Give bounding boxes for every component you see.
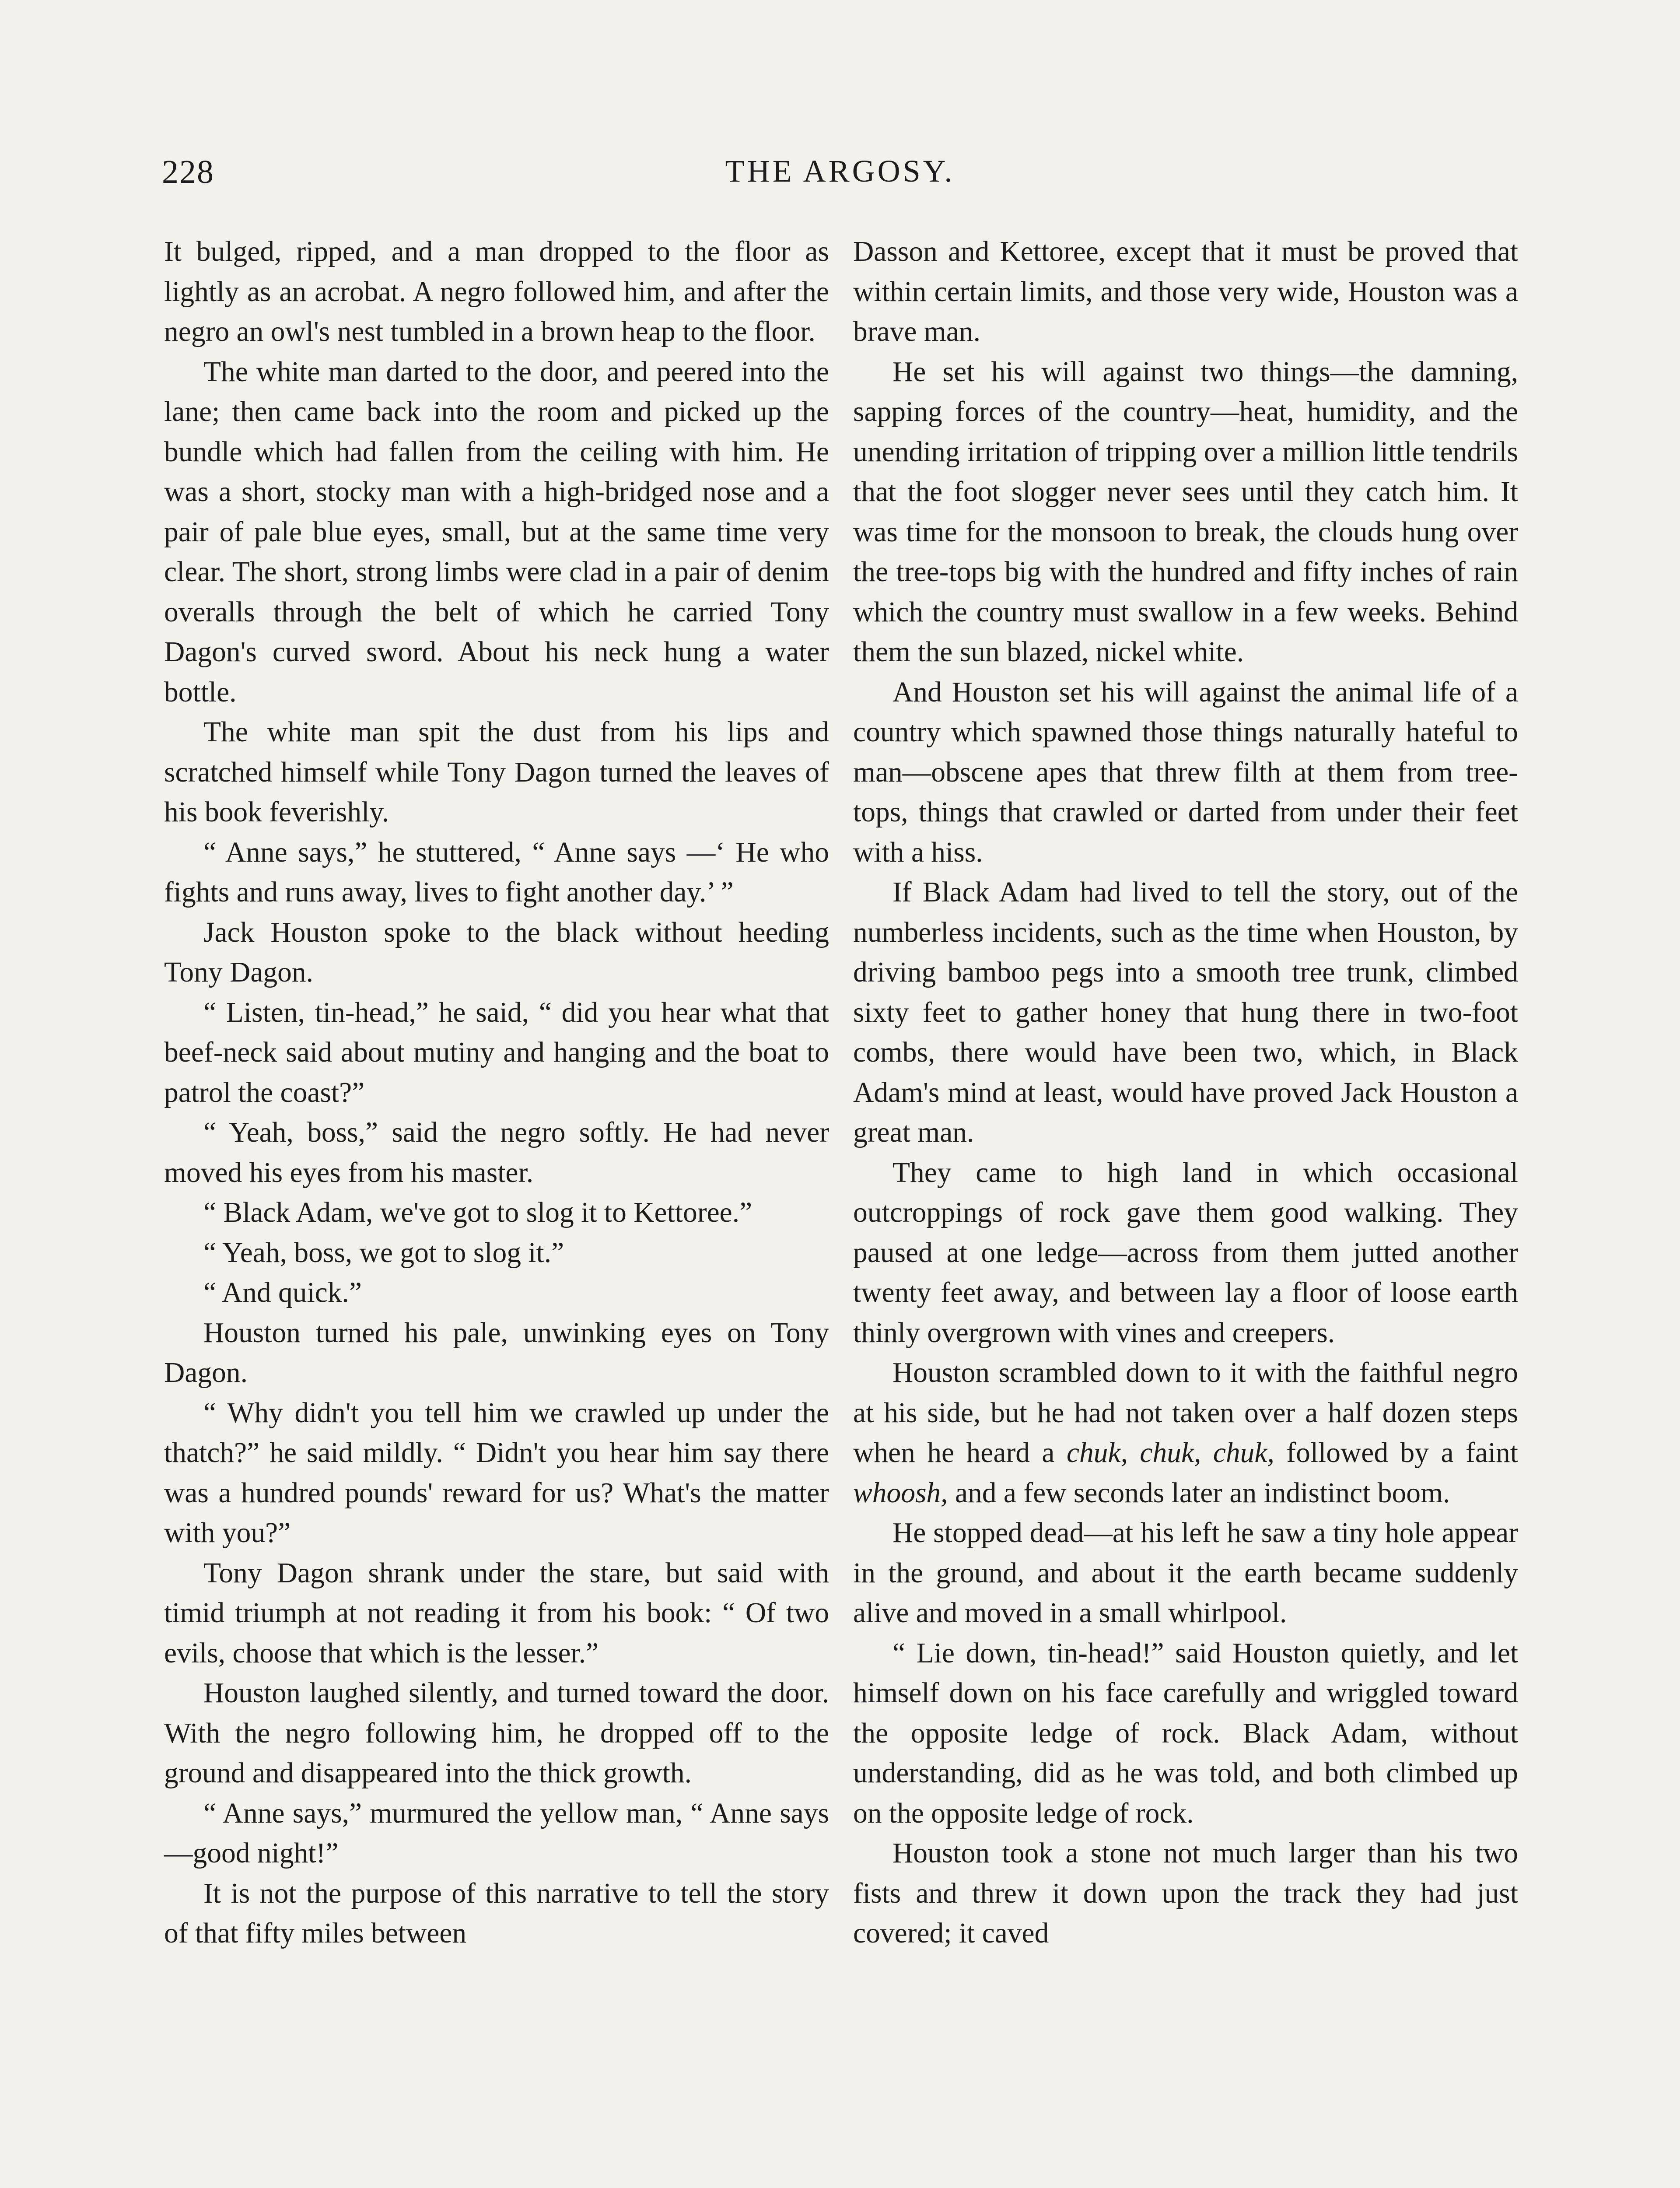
paragraph: “ Anne says,” murmured the yellow man, “ Anne says—good night!” <box>164 1797 829 1869</box>
sound-effect-text: whoosh, <box>853 1477 948 1509</box>
paragraph: “ Yeah, boss,” said the negro softly. He had never moved his eyes from his master. <box>164 1117 829 1189</box>
running-head: THE ARGOSY. <box>725 154 955 189</box>
paragraph: Houston took a stone not much larger than his two fists and threw it down upon the track they had just covered; it caved <box>853 1837 1518 1949</box>
paragraph: They came to high land in which occasional outcroppings of rock gave them good walking. They paused at one ledge—across from them jutted another twenty feet away, and between lay a floor of loose earth thinly overgrown with vines and creepers. <box>853 1157 1518 1349</box>
paragraph: Jack Houston spoke to the black without heeding Tony Dagon. <box>164 916 829 988</box>
paragraph-text: followed by a faint <box>1274 1437 1518 1469</box>
page-number: 228 <box>162 154 214 190</box>
paragraph: Dasson and Kettoree, except that it must be proved that within certain limits, and those very wide, Houston was a brave man. <box>853 236 1518 347</box>
paragraph: “ Black Adam, we've got to slog it to Kettoree.” <box>203 1197 752 1228</box>
paragraph: And Houston set his will against the animal life of a country which spawned those things naturally hateful to man—obscene apes that threw filth at them from tree-tops, things that crawled or darted from under their feet with a hiss. <box>853 676 1518 868</box>
paragraph: “ Anne says,” he stuttered, “ Anne says —‘ He who fights and runs away, lives to fight another day.’ ” <box>164 836 829 908</box>
paragraph: If Black Adam had lived to tell the story, out of the numberless incidents, such as the time when Houston, by driving bamboo pegs into a smooth tree trunk, climbed sixty feet to gather honey that hung there in two-foot combs, there would have been two, which, in Black Adam's mind at least, would have proved Jack Houston a great man. <box>853 877 1518 1148</box>
paragraph: “ Yeah, boss, we got to slog it.” <box>203 1237 564 1269</box>
paragraph: Houston turned his pale, unwinking eyes on Tony Dagon. <box>164 1317 829 1389</box>
paragraph: Tony Dagon shrank under the stare, but said with timid triumph at not reading it from his book: “ Of two evils, choose that which is the lesser.” <box>164 1557 829 1669</box>
page-header <box>162 153 1518 206</box>
sound-effect-text: chuk, chuk, chuk, <box>1066 1437 1274 1469</box>
paragraph: The white man darted to the door, and peered into the lane; then came back into the room and picked up the bundle which had fallen from the ceiling with him. He was a short, stocky man with a high-bridged nose and a pair of pale blue eyes, small, but at the same time very clear. The short, strong limbs were clad in a pair of denim overalls through the belt of which he carried Tony Dagon's curved sword. About his neck hung a water bottle. <box>164 356 829 708</box>
paragraph: The white man spit the dust from his lips and scratched himself while Tony Dagon turned the leaves of his book feverishly. <box>164 716 829 828</box>
right-column <box>853 232 1518 1954</box>
paragraph: Houston laughed silently, and turned toward the door. With the negro following him, he dropped off to the ground and disappeared into the thick growth. <box>164 1677 829 1789</box>
paragraph: He set his will against two things—the damning, sapping forces of the country—heat, humidity, and the unending irritation of tripping over a million little tendrils that the foot slogger never sees until they catch him. It was time for the monsoon to break, the clouds hung over the tree-tops big with the hundred and fifty inches of rain which the country must swallow in a few weeks. Behind them the sun blazed, nickel white. <box>853 356 1518 668</box>
paragraph: “ And quick.” <box>203 1277 362 1308</box>
paragraph: “ Lie down, tin-head!” said Houston quietly, and let himself down on his face carefully and wriggled toward the opposite ledge of rock. Black Adam, without understanding, did as he was told, and both climbed up on the opposite ledge of rock. <box>853 1637 1518 1829</box>
paragraph: “ Listen, tin-head,” he said, “ did you hear what that beef-neck said about mutiny and hanging and the boat to patrol the coast?” <box>164 996 829 1108</box>
left-column <box>164 232 829 1954</box>
paragraph: He stopped dead—at his left he saw a tiny hole appear in the ground, and about it the earth became suddenly alive and moved in a small whirlpool. <box>853 1517 1518 1629</box>
paragraph-text: and a few seconds later an indistinct boom. <box>948 1477 1450 1509</box>
paragraph: It is not the purpose of this narrative to tell the story of that fifty miles between <box>164 1877 829 1949</box>
paragraph: “ Why didn't you tell him we crawled up under the thatch?” he said mildly. “ Didn't you hear him say there was a hundred pounds' reward for us? What's the matter with you?” <box>164 1397 829 1549</box>
paragraph: It bulged, ripped, and a man dropped to the floor as lightly as an acrobat. A negro followed him, and after the negro an owl's nest tumbled in a brown heap to the floor. <box>164 236 829 347</box>
paragraph-text: Houston scrambled down to it with the faithful negro at his side, but he had not taken over a half dozen steps when he heard a <box>853 1357 1518 1469</box>
paragraph <box>853 1353 1518 1513</box>
